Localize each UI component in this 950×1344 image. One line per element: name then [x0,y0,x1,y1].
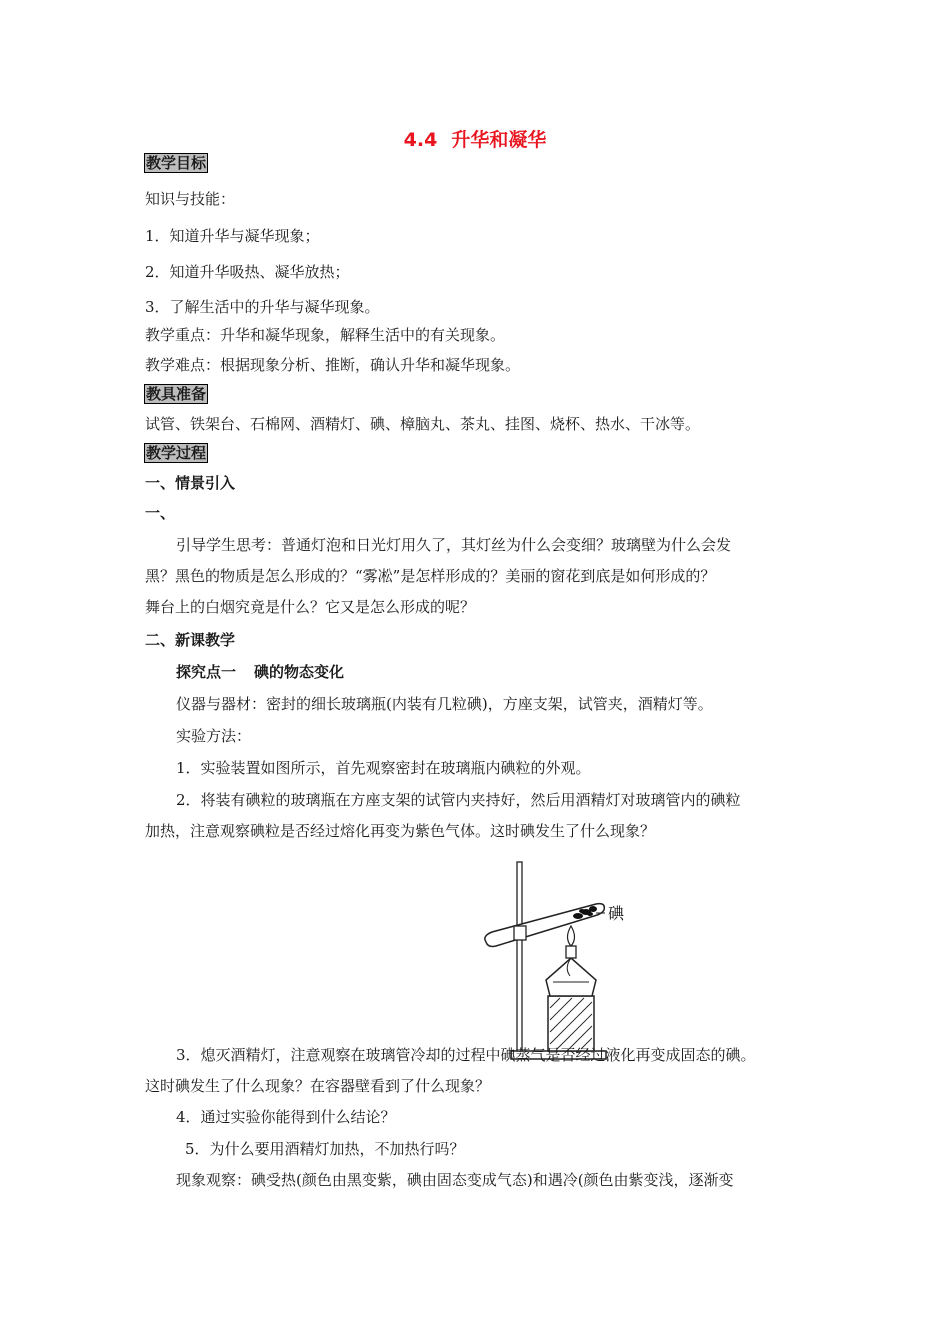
step-3-line-2: 这时碘发生了什么现象？在容器壁看到了什么现象？ [145,1077,491,1095]
section-number: 4.4 [403,129,438,151]
step-2-line-1: 2．将装有碘粒的玻璃瓶在方座支架的试管内夹持好，然后用酒精灯对玻璃管内的碘粒 [176,791,741,809]
observation: 现象观察：碘受热(颜色由黑变紫，碘由固态变成气态)和遇冷(颜色由紫变浅，逐渐变 [176,1171,734,1189]
goal-item-1: 1．知道升华与凝华现象； [145,227,320,245]
part1-sub: 一、 [145,504,176,522]
knowledge-label: 知识与技能： [145,190,236,208]
tools-header: 教具准备 [146,385,207,403]
step-4: 4．通过实验你能得到什么结论？ [176,1108,396,1126]
difficulty: 教学难点：根据现象分析、推断，确认升华和凝华现象。 [145,356,521,374]
step-5: 5．为什么要用酒精灯加热，不加热行吗？ [185,1140,465,1158]
alcohol-lamp [546,958,596,996]
explore-title: 碘的物态变化 [254,663,345,681]
part2-heading: 二、新课教学 [145,631,236,649]
explore-heading [176,662,344,682]
intro-line-3: 舞台上的白烟究竟是什么？它又是怎么形成的呢？ [145,598,476,616]
step-1: 1．实验装置如图所示，首先观察密封在玻璃瓶内碘粒的外观。 [176,759,591,777]
iodine-label: 碘 [608,904,625,923]
section-title: 升华和凝华 [451,129,547,151]
intro-line-2: 黑？黑色的物质是怎么形成的？“雾凇”是怎样形成的？美丽的窗花到底是如何形成的？ [145,567,716,585]
goal-item-2: 2．知道升华吸热、凝华放热； [145,263,350,281]
iodine-apparatus-figure [478,858,628,1068]
tools-list: 试管、铁架台、石棉网、酒精灯、碘、樟脑丸、茶丸、挂图、烧杯、热水、干冰等。 [145,415,701,433]
process-header: 教学过程 [146,444,207,462]
goal-item-3: 3．了解生活中的升华与凝华现象。 [145,298,380,316]
flame [568,926,575,946]
step-2-line-2: 加热，注意观察碘粒是否经过熔化再变为紫色气体。这时碘发生了什么现象？ [145,822,656,840]
goals-header: 教学目标 [146,154,207,172]
page-title [0,125,950,152]
step-3-line-1: 3．熄灭酒精灯，注意观察在玻璃管冷却的过程中碘蒸气是否经过液化再变成固态的碘。 [176,1046,756,1064]
part1-heading: 一、情景引入 [145,474,236,492]
equipment: 仪器与器材：密封的细长玻璃瓶(内装有几粒碘)，方座支架，试管夹，酒精灯等。 [176,695,713,713]
key-point: 教学重点：升华和凝华现象，解释生活中的有关现象。 [145,326,506,344]
explore-label: 探究点一 [176,663,237,681]
intro-line-1: 引导学生思考：普通灯泡和日光灯用久了，其灯丝为什么会变细？玻璃壁为什么会发 [176,536,732,554]
stand-rod [517,862,522,1051]
method-label: 实验方法： [176,727,252,745]
tube-clamp [514,926,526,940]
